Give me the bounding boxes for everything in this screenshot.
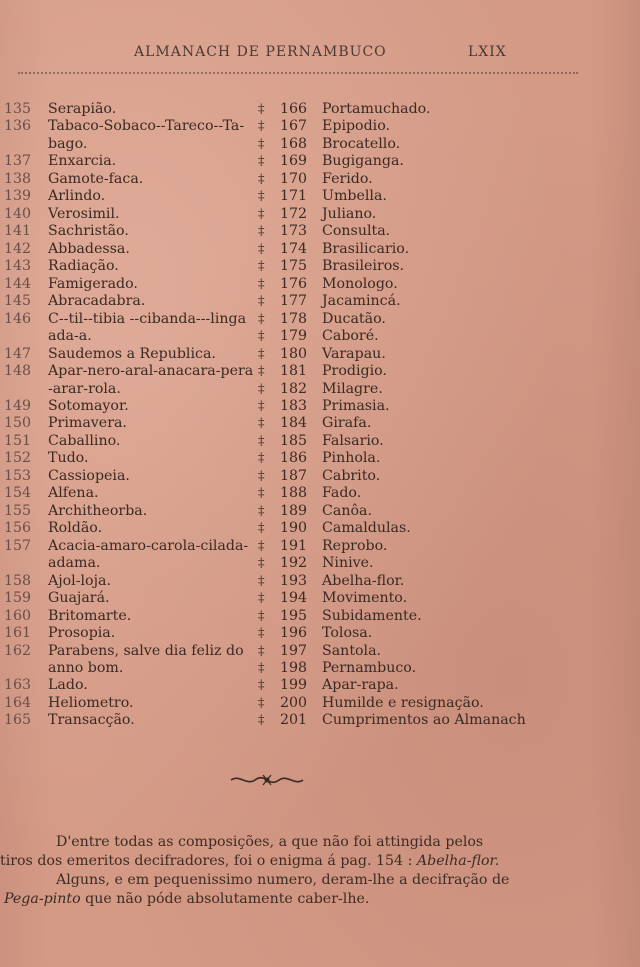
answer-row (4, 293, 262, 310)
answer-number: 162 (4, 642, 32, 659)
dagger-mark-icon: ‡ (258, 608, 265, 624)
answer-row (4, 276, 262, 293)
answer-number: 171 (280, 188, 308, 205)
answer-row (4, 555, 262, 572)
mid-number-row (258, 643, 318, 660)
dagger-mark-icon: ‡ (258, 154, 265, 170)
dagger-mark-icon: ‡ (258, 433, 265, 449)
answer-number: 150 (4, 415, 32, 432)
answer-number: 187 (280, 467, 308, 484)
answer-number: 172 (280, 205, 308, 222)
answer-number: 188 (280, 485, 308, 502)
answer-number: 197 (280, 642, 308, 659)
dagger-mark-icon: ‡ (258, 276, 265, 292)
mid-number-row (258, 415, 318, 432)
answer-text: C--til--tibia --cibanda---linga (48, 310, 247, 327)
answer-text: Britomarte. (48, 607, 132, 624)
answer-number: 164 (4, 694, 32, 711)
answer-row (4, 538, 262, 555)
mid-number-row (258, 241, 318, 258)
answer-text: Parabens, salve dia feliz do (48, 642, 244, 659)
answer-row (4, 450, 262, 467)
right-answer-column (322, 101, 622, 730)
footer-line-4-italic: Pega-pinto (4, 891, 81, 907)
answer-number: 148 (4, 363, 32, 380)
answer-number: 137 (4, 153, 32, 170)
dagger-mark-icon: ‡ (258, 486, 265, 502)
answer-number: 186 (280, 450, 308, 467)
mid-number-row (258, 677, 318, 694)
answer-number: 135 (4, 101, 32, 117)
answer-number: 139 (4, 188, 32, 205)
answer-number: 153 (4, 467, 32, 484)
answer-row (4, 643, 262, 660)
answer-row (4, 241, 262, 258)
ornament-divider (229, 773, 305, 787)
answer-text: Movimento. (322, 590, 408, 607)
answer-row (4, 503, 262, 520)
answer-text: Enxarcia. (48, 153, 117, 170)
answer-text: Falsario. (322, 432, 384, 449)
answer-row (4, 206, 262, 223)
answer-text: Reprobo. (322, 537, 388, 554)
answer-row (4, 258, 262, 275)
answer-text: Prosopia. (48, 625, 116, 642)
answer-text: Camaldulas. (322, 520, 411, 537)
mid-number-row (258, 660, 318, 677)
mid-number-row (258, 538, 318, 555)
answer-number: 184 (280, 415, 308, 432)
mid-number-row (258, 153, 318, 170)
mid-number-row (258, 398, 318, 415)
answer-text: Brocatello. (322, 135, 401, 152)
answer-row (4, 153, 262, 170)
answer-number: 185 (280, 432, 308, 449)
answer-number: 191 (280, 537, 308, 554)
footer-line-2-text: tiros dos emeritos decifradores, foi o enigma á pag. 154 : (0, 853, 417, 869)
answer-number: 157 (4, 537, 32, 554)
answer-text: Saudemos a Republica. (48, 345, 216, 362)
answer-number: 161 (4, 625, 32, 642)
answer-text: Ferido. (322, 170, 373, 187)
answer-text: Ninive. (322, 555, 374, 572)
mid-number-row (258, 381, 318, 398)
mid-number-row (258, 223, 318, 240)
dagger-mark-icon: ‡ (258, 538, 265, 554)
answer-row (4, 520, 262, 537)
footer-line-2-italic: Abelha-flor. (416, 853, 500, 869)
answer-number: 168 (280, 135, 308, 152)
dagger-mark-icon: ‡ (258, 713, 265, 729)
answer-text: Brasileiros. (322, 258, 405, 275)
answer-row (4, 311, 262, 328)
answer-text: Consulta. (322, 223, 391, 240)
dagger-mark-icon: ‡ (258, 451, 265, 467)
answer-row (4, 415, 262, 432)
answer-text: Cumprimentos ao Almanach (322, 712, 526, 729)
answer-number: 200 (280, 694, 308, 711)
answer-text: Guajará. (48, 590, 110, 607)
answer-text: Varapau. (322, 345, 386, 362)
dagger-mark-icon: ‡ (258, 556, 265, 572)
answer-row (4, 381, 262, 398)
answer-text: Cassiopeia. (48, 467, 130, 484)
answer-text: Jacamincá. (322, 293, 401, 310)
answer-number: 175 (280, 258, 308, 275)
answer-number: 142 (4, 240, 32, 257)
mid-number-row (258, 363, 318, 380)
mid-number-row (258, 206, 318, 223)
answer-text: Ajol-loja. (48, 572, 111, 589)
answer-text: Serapião. (48, 101, 117, 117)
dagger-mark-icon: ‡ (258, 661, 265, 676)
answer-number: 201 (280, 712, 308, 729)
answer-text: Verosimil. (48, 205, 120, 222)
dagger-mark-icon: ‡ (258, 381, 265, 397)
mid-number-row (258, 293, 318, 310)
answer-number: 189 (280, 502, 308, 519)
answer-text: Apar-rapa. (322, 677, 399, 694)
answer-text: Heliometro. (48, 694, 134, 711)
answer-row (4, 433, 262, 450)
answer-number: 193 (280, 572, 308, 589)
dagger-mark-icon: ‡ (258, 171, 265, 187)
dagger-mark-icon: ‡ (258, 311, 265, 327)
mid-number-row (258, 503, 318, 520)
dagger-mark-icon: ‡ (258, 346, 265, 362)
answer-text: ada-a. (48, 328, 92, 345)
answer-text: Pinhola. (322, 450, 381, 467)
mid-number-row (258, 118, 318, 135)
answer-number: 143 (4, 258, 32, 275)
answer-number: 136 (4, 118, 32, 135)
mid-number-row (258, 450, 318, 467)
dagger-mark-icon: ‡ (258, 398, 265, 414)
answer-text: Sotomayor. (48, 397, 129, 414)
answer-number: 159 (4, 590, 32, 607)
answer-number: 140 (4, 205, 32, 222)
footer-line-2 (0, 852, 499, 871)
answer-text: Radiação. (48, 258, 119, 275)
mid-number-row (258, 276, 318, 293)
answer-row (4, 328, 262, 345)
answer-text: Monologo. (322, 275, 398, 292)
answer-number: 179 (280, 328, 308, 345)
dagger-mark-icon: ‡ (258, 695, 265, 711)
answer-text: Transacção. (48, 712, 135, 729)
footer-line-3: Alguns, e em pequenissimo numero, deram-lhe a decifração de (56, 872, 510, 888)
answer-text: Sachristão. (48, 223, 129, 240)
answer-number: 141 (4, 223, 32, 240)
answer-text: Juliano. (322, 205, 377, 222)
answer-number: 190 (280, 520, 308, 537)
answer-text: Lado. (48, 677, 88, 694)
answer-text: Milagre. (322, 380, 383, 397)
mid-number-row (258, 311, 318, 328)
dagger-mark-icon: ‡ (258, 643, 265, 659)
answer-text: Tudo. (48, 450, 89, 467)
answer-number: 156 (4, 520, 32, 537)
dagger-mark-icon: ‡ (258, 678, 265, 694)
answer-text: Ducatão. (322, 310, 386, 327)
answer-number: 138 (4, 170, 32, 187)
answer-row (4, 573, 262, 590)
answer-row (4, 590, 262, 607)
mid-number-row (258, 328, 318, 345)
answer-row (4, 101, 262, 118)
dagger-mark-icon: ‡ (258, 206, 265, 222)
dagger-mark-icon: ‡ (258, 189, 265, 205)
mid-number-row (258, 346, 318, 363)
answer-text: anno bom. (48, 660, 124, 676)
answer-number: 196 (280, 625, 308, 642)
answer-text: Abbadessa. (48, 240, 130, 257)
mid-number-row (258, 171, 318, 188)
answer-text: Acacia-amaro-carola-cilada- (48, 537, 249, 554)
dagger-mark-icon: ‡ (258, 503, 265, 519)
answer-text: Umbella. (322, 188, 387, 205)
answer-text: Cabrito. (322, 467, 381, 484)
answer-row (4, 695, 262, 712)
running-title: ALMANACH DE PERNAMBUCO (134, 44, 387, 60)
mid-number-row (258, 468, 318, 485)
left-answer-column (4, 101, 262, 730)
dagger-mark-icon: ‡ (258, 521, 265, 537)
answer-row (4, 363, 262, 380)
answer-text: Subidamente. (322, 607, 422, 624)
answer-row (4, 188, 262, 205)
answer-number: 177 (280, 293, 308, 310)
mid-number-row (258, 433, 318, 450)
page-number: LXIX (468, 44, 507, 60)
answer-number: 149 (4, 397, 32, 414)
answer-text: Brasilicario. (322, 240, 410, 257)
answer-row (4, 712, 262, 729)
mid-number-row (258, 188, 318, 205)
mid-number-row (258, 625, 318, 642)
answer-text: Bugiganga. (322, 153, 404, 170)
answer-text: Prodigio. (322, 363, 387, 380)
mid-number-row (258, 101, 318, 118)
dagger-mark-icon: ‡ (258, 224, 265, 240)
answer-row (4, 118, 262, 135)
mid-number-row (258, 555, 318, 572)
dagger-mark-icon: ‡ (258, 329, 265, 345)
answer-text: Canôa. (322, 502, 372, 519)
answer-text: Tabaco-Sobaco--Tareco--Ta- (48, 118, 245, 135)
mid-number-row (258, 520, 318, 537)
answer-number: 170 (280, 170, 308, 187)
answer-number: 178 (280, 310, 308, 327)
dagger-mark-icon: ‡ (258, 591, 265, 607)
answer-text: Roldão. (48, 520, 103, 537)
answer-row (4, 136, 262, 153)
answer-number: 147 (4, 345, 32, 362)
answer-text: bago. (48, 135, 88, 152)
answer-number: 183 (280, 397, 308, 414)
answer-number: 145 (4, 293, 32, 310)
mid-number-row (258, 608, 318, 625)
dagger-mark-icon: ‡ (258, 626, 265, 642)
answer-number: 176 (280, 275, 308, 292)
answer-number: 163 (4, 677, 32, 694)
answer-number: 155 (4, 502, 32, 519)
answer-row (4, 608, 262, 625)
answer-number: 165 (4, 712, 32, 729)
answer-number: 154 (4, 485, 32, 502)
answer-number: 144 (4, 275, 32, 292)
answer-number: 194 (280, 590, 308, 607)
mid-number-row (258, 136, 318, 153)
mid-number-column (258, 101, 318, 730)
answer-number: 192 (280, 555, 308, 572)
answer-number: 160 (4, 607, 32, 624)
mid-number-row (258, 712, 318, 729)
answer-text: Primasia. (322, 397, 390, 414)
answer-number: 198 (280, 660, 308, 676)
answer-row (4, 346, 262, 363)
answer-number: 152 (4, 450, 32, 467)
answer-text: Primavera. (48, 415, 127, 432)
answer-number: 166 (280, 101, 308, 117)
answer-text: Fado. (322, 485, 362, 502)
answer-text: Abracadabra. (48, 293, 146, 310)
answer-text: Architheorba. (48, 502, 148, 519)
dagger-mark-icon: ‡ (258, 294, 265, 310)
answer-number: 173 (280, 223, 308, 240)
answer-text: Pernambuco. (322, 660, 417, 676)
answer-text: Tolosa. (322, 625, 373, 642)
answer-row (4, 660, 262, 677)
answer-number: 195 (280, 607, 308, 624)
answer-text: adama. (48, 555, 101, 572)
answer-number: 174 (280, 240, 308, 257)
answer-number: 151 (4, 432, 32, 449)
dagger-mark-icon: ‡ (258, 259, 265, 275)
answer-row (4, 171, 262, 188)
mid-number-row (258, 695, 318, 712)
dagger-mark-icon: ‡ (258, 573, 265, 589)
footer-line-4-text: que não póde absolutamente caber-lhe. (80, 891, 370, 907)
answer-row (4, 625, 262, 642)
answer-row (4, 398, 262, 415)
answer-text: Apar-nero-aral-anacara-pera (48, 363, 254, 380)
answer-text: Arlindo. (48, 188, 106, 205)
answer-row (4, 223, 262, 240)
answer-text: Epipodio. (322, 118, 391, 135)
answer-number: 169 (280, 153, 308, 170)
mid-number-row (258, 573, 318, 590)
answer-row (4, 485, 262, 502)
mid-number-row (258, 485, 318, 502)
dagger-mark-icon: ‡ (258, 241, 265, 257)
answer-number: 146 (4, 310, 32, 327)
answer-text: Santola. (322, 642, 382, 659)
answer-text: Abelha-flor. (322, 572, 405, 589)
footer-line-1: D'entre todas as composições, a que não foi attingida pelos (56, 834, 484, 850)
answer-row (4, 468, 262, 485)
answer-text: Portamuchado. (322, 101, 431, 117)
answer-text: Caboré. (322, 328, 379, 345)
answer-text: Gamote-faca. (48, 170, 144, 187)
dagger-mark-icon: ‡ (258, 468, 265, 484)
answer-number: 158 (4, 572, 32, 589)
answer-number: 181 (280, 363, 308, 380)
answer-text: Famigerado. (48, 275, 138, 292)
dagger-mark-icon: ‡ (258, 136, 265, 152)
footer-line-4 (4, 890, 369, 909)
answer-number: 199 (280, 677, 308, 694)
dagger-mark-icon: ‡ (258, 119, 265, 135)
answer-text: Caballino. (48, 432, 121, 449)
mid-number-row (258, 590, 318, 607)
answer-row (4, 677, 262, 694)
answer-text: -arar-rola. (48, 380, 121, 397)
answer-text: Humilde e resignação. (322, 694, 484, 711)
answer-number: 167 (280, 118, 308, 135)
dagger-mark-icon: ‡ (258, 364, 265, 380)
answer-text: Alfena. (48, 485, 99, 502)
page-header (0, 44, 640, 64)
dagger-mark-icon: ‡ (258, 102, 265, 117)
dagger-mark-icon: ‡ (258, 416, 265, 432)
mid-number-row (258, 258, 318, 275)
answer-text: Girafa. (322, 415, 372, 432)
header-rule (18, 72, 578, 74)
answer-number: 180 (280, 345, 308, 362)
answer-number: 182 (280, 380, 308, 397)
